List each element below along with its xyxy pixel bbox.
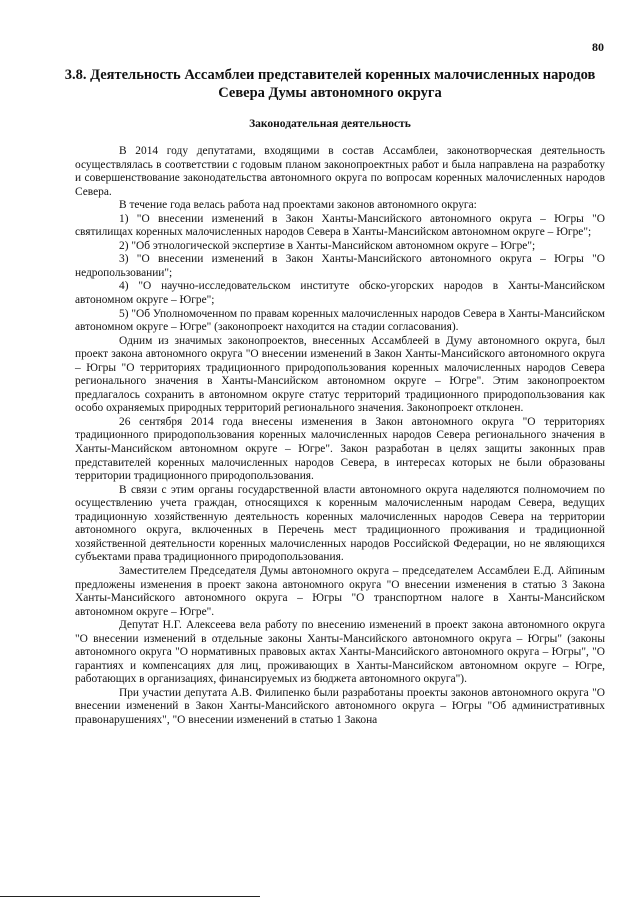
paragraph: Заместителем Председателя Думы автономного округа – председателем Ассамблеи Е.Д. Айпиным предложены изменения в проект закона автономного округа "О внесении изменения в статью 3 Закона Ханты-Мансийского автономного округа – Югры "О транспортном налоге в Ханты-Мансийском автономном округе – Югре". xyxy=(75,564,605,618)
section-title: 3.8. Деятельность Ассамблеи представителей коренных малочисленных народов Севера Думы автономного округа xyxy=(64,67,596,101)
subsection-title: Законодательная деятельность xyxy=(249,118,411,130)
list-item: 5) "Об Уполномоченном по правам коренных малочисленных народов Севера в Ханты-Мансийском автономном округе – Югре" (законопроект находится на стадии согласования). xyxy=(75,307,605,334)
paragraph: В течение года велась работа над проектами законов автономного округа: xyxy=(119,199,477,212)
paragraph: 26 сентября 2014 года внесены изменения в Закон автономного округа "О территориях традиционного природопользования коренных малочисленных народов Севера регионального значения в Ханты-Мансийском автономном округе – Югре". Закон разработан в целях защиты законных прав представителей коренных малочисленных народов Севера, в интересах которых не были образованы территории традиционного природопользования. xyxy=(75,415,605,483)
footnote-divider xyxy=(0,896,260,897)
paragraph: При участии депутата А.В. Филипенко были разработаны проекты законов автономного округа "О внесении изменений в Закон Ханты-Мансийского автономного округа – Югры "Об административных правонарушениях", "О внесении изменений в статью 1 Закона xyxy=(75,686,605,726)
paragraph: Депутат Н.Г. Алексеева вела работу по внесению изменений в проект закона автономного округа "О внесении изменений в отдельные законы Ханты-Мансийского автономного округа – Югры" (законы автономного округа "О нормативных правовых актах Ханты-Мансийского автономного округа – Югры", "О гарантиях и компенсациях для лиц, проживающих в Ханты-Мансийском автономном округе – Югре, работающих в организациях, финансируемых из бюджета автономного округа"). xyxy=(75,619,605,686)
list-item: 1) "О внесении изменений в Закон Ханты-Мансийского автономного округа – Югры "О святилищах коренных малочисленных народов Севера в Ханты-Мансийском автономном округе – Югре"; xyxy=(75,212,605,239)
list-item: 2) "Об этнологической экспертизе в Ханты-Мансийском автономном округе – Югре"; xyxy=(119,239,536,252)
list-item: 3) "О внесении изменений в Закон Ханты-Мансийского автономного округа – Югры "О недропользовании"; xyxy=(75,253,605,279)
page-number: 80 xyxy=(592,40,604,54)
paragraph: В 2014 году депутатами, входящими в состав Ассамблеи, законотворческая деятельность осуществлялась в соответствии с годовым планом законопроектных работ и была направлена на разработку и совершенствование законодательства автономного округа по вопросам коренных малочисленных народов Севера. xyxy=(75,145,605,198)
list-item: 4) "О научно-исследовательском институте обско-угорских народов в Ханты-Мансийском автономном округе – Югре"; xyxy=(75,280,605,307)
paragraph: В связи с этим органы государственной власти автономного округа наделяются полномочием по осуществлению учета граждан, относящихся к коренным малочисленным народам Севера, ведущих традиционную хозяйственную деятельность коренных малочисленных народов Севера на территории автономного округа, включенных в Перечень мест традиционного проживания и традиционной хозяйственной деятельности коренных малочисленных народов Российской Федерации, но не являющихся субъектами права традиционного природопользования. xyxy=(75,483,605,564)
body-text xyxy=(75,145,605,728)
paragraph: Одним из значимых законопроектов, внесенных Ассамблеей в Думу автономного округа, был проект закона автономного округа "О внесении изменений в Закон Ханты-Мансийского автономного округа – Югры "О территориях традиционного природопользования коренных малочисленных народов Севера регионального значения в Ханты-Мансийском автономном округе – Югре". Этим законопроектом предлагалось сохранить в автономном округе статус территорий традиционного природопользования как особо охраняемых природных территорий регионального значения. Законопроект отклонен. xyxy=(75,334,605,415)
